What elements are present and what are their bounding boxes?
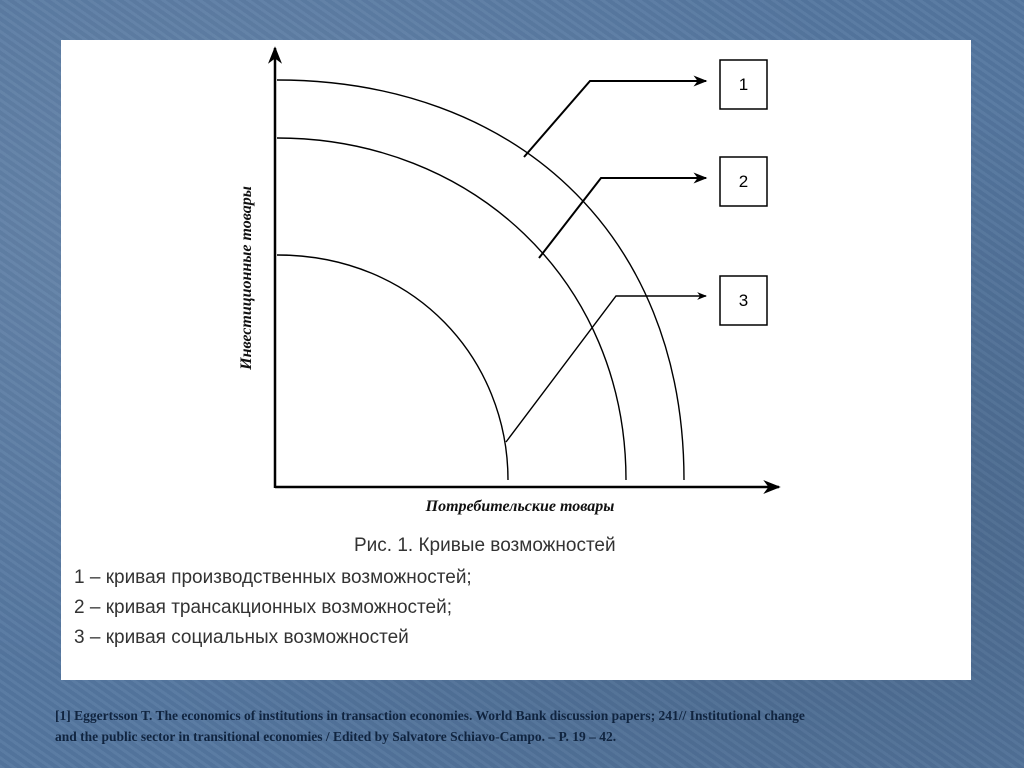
x-axis-label: Потребительские товары (425, 498, 615, 515)
curve-label-3: 3 (738, 291, 749, 310)
curve-label-1: 1 (738, 75, 749, 94)
y-axis-label: Инвестиционные товары (238, 186, 255, 370)
footnote-line-1: [1] Eggertsson T. The economics of institutions in transaction economies. World Bank discussion papers; 241// Institutional change (55, 708, 805, 723)
figure-caption-title: Рис. 1. Кривые возможностей (354, 535, 616, 556)
pointer-arrow-1 (524, 81, 706, 157)
legend-item-1: 1 – кривая производственных возможностей; (74, 567, 472, 588)
legend-item-2: 2 – кривая трансакционных возможностей; (74, 597, 452, 618)
curve-3-social (277, 255, 508, 480)
reference-footnote (55, 705, 1015, 747)
figure-legend (74, 563, 472, 653)
legend-item-3: 3 – кривая социальных возможностей (74, 627, 409, 648)
curve-label-2: 2 (738, 172, 749, 191)
pointer-arrow-2 (539, 178, 706, 258)
footnote-line-2: and the public sector in transitional economies / Edited by Salvatore Schiavo-Campo. – P. 19 – 42. (55, 729, 617, 744)
curve-2-transaction (277, 138, 626, 480)
curve-1-production (277, 80, 684, 480)
figure-panel (61, 40, 971, 680)
pointer-arrow-3 (506, 296, 706, 442)
